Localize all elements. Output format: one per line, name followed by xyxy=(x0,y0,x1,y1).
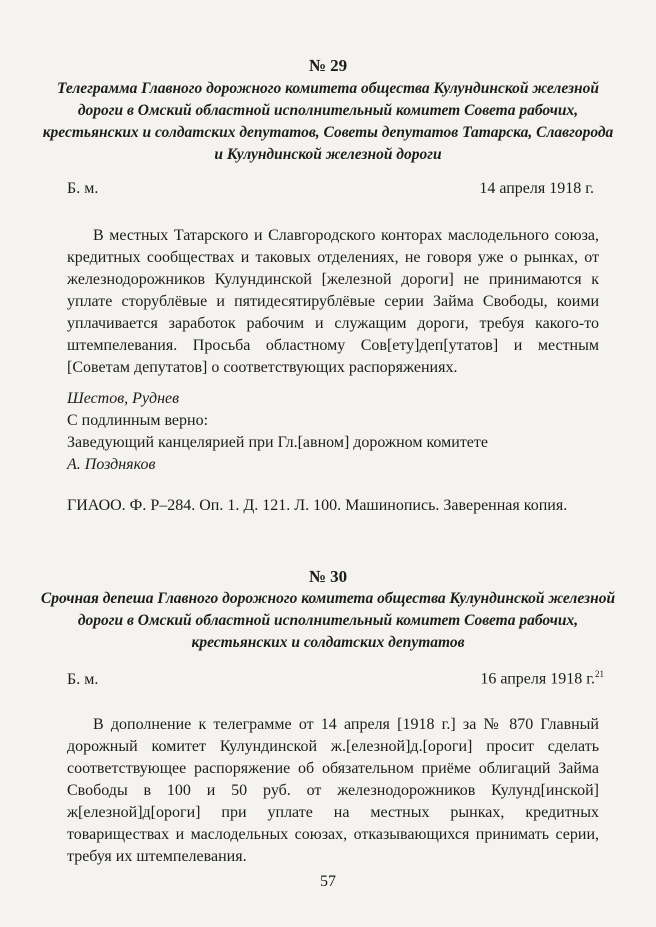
doc30-number: № 30 xyxy=(308,567,348,586)
doc29-date: 14 апреля 1918 г. xyxy=(479,180,594,197)
doc29-body xyxy=(67,225,599,379)
doc29-body-text: В местных Татарского и Славгородского конторах маслодельного союза, кредитных сообществах и таковых отделениях, не говоря уже о рынках, от железнодорожников Кулундинской [железной дороги] не принимаются к уплате сторублёвые и пятидесятирублёвые серии Займа Свободы, коими уплачивается заработок рабочим и служащим дороги, требуя какого-то штемпелевания. Просьба областному Сов[ету]деп[утатов] и местным [Советам депутатов] о соответствующих распоряжениях. xyxy=(67,227,599,376)
doc30-date xyxy=(480,669,604,688)
doc29-certified: С подлинным верно: xyxy=(67,412,209,429)
doc29-signoff xyxy=(67,388,488,476)
doc29-certifier-position: Заведующий канцелярией при Гл.[авном] дорожном комитете xyxy=(67,434,488,451)
doc30-footnote-ref: 21 xyxy=(595,669,604,679)
doc30-date-text: 16 апреля 1918 г. xyxy=(480,670,595,688)
doc29-place: Б. м. xyxy=(67,180,99,197)
doc29-number: № 29 xyxy=(308,56,348,75)
doc30-body-text: В дополнение к телеграмме от 14 апреля [1918 г.] за № 870 Главный дорожный комитет Кулундинской ж.[елезной]д.[ороги] просит сделать соответствующее распоряжение об обязательном приёме облигаций Займа Свободы в 100 и 50 руб. от железнодорожников Кулунд[инской] ж[елезной]д[ороги] при уплате на местных рынках, кредитных товариществах и маслодельных союзах, отказывающихся принимать серии, требуя их штемпелевания. xyxy=(67,716,599,865)
doc29-certifier-name: А. Поздняков xyxy=(67,456,156,473)
doc29-signers: Шестов, Руднев xyxy=(67,390,180,407)
doc30-title: Срочная депеша Главного дорожного комитета общества Кулундинской железной дороги в Омский областной исполнительный комитет Совета рабочих, крестьянских и солдатских депутатов xyxy=(40,590,616,651)
doc30-place: Б. м. xyxy=(67,671,99,688)
page-number: 57 xyxy=(320,873,336,890)
doc29-title: Телеграмма Главного дорожного комитета общества Кулундинской железной дороги в Омский областной исполнительный комитет Совета рабочих, крестьянских и солдатских депутатов, Советы депутатов Татарска, Славгорода и Кулундинской железной дороги xyxy=(42,80,614,163)
doc30-body xyxy=(67,714,599,868)
doc29-source: ГИАОО. Ф. Р–284. Оп. 1. Д. 121. Л. 100. Машинопись. Заверенная копия. xyxy=(67,497,568,514)
